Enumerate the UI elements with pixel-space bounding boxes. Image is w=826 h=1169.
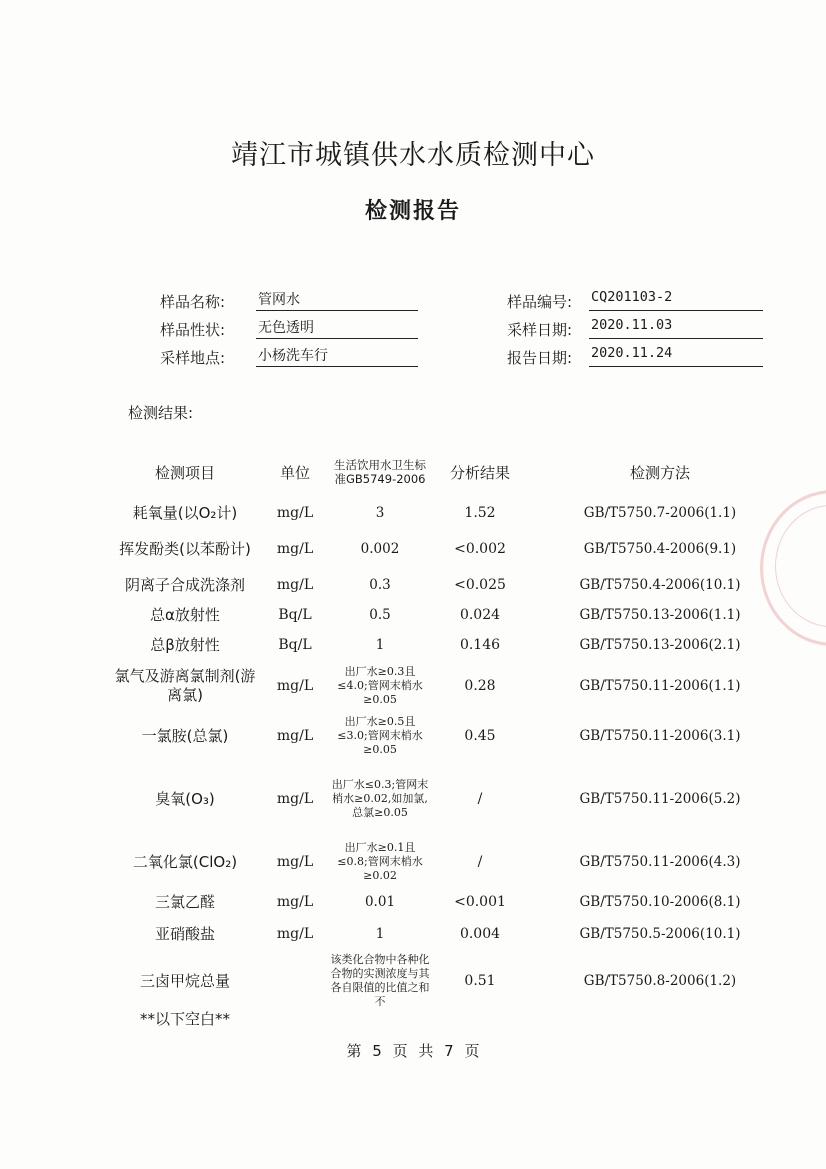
table-header-row xyxy=(110,446,790,498)
sampling-location-label: 采样地点: xyxy=(160,349,226,367)
row-standard: 0.5 xyxy=(369,607,391,623)
sample-id-label: 样品编号: xyxy=(507,293,573,311)
table-row xyxy=(110,760,790,838)
row-standard: 该类化合物中各种化合物的实测浓度与其各自限值的比值之和不 xyxy=(330,953,430,1008)
sample-id-value: CQ201103-2 xyxy=(589,289,763,311)
row-item: 总β放射性 xyxy=(150,635,220,654)
table-row xyxy=(110,712,790,760)
row-method: GB/T5750.11-2006(5.2) xyxy=(579,791,741,807)
sample-name-value: 管网水 xyxy=(256,289,418,311)
row-item: 二氧化氯(ClO₂) xyxy=(132,852,238,871)
row-item: 耗氧量(以O₂计) xyxy=(132,503,238,522)
row-item: 臭氧(O₃) xyxy=(155,789,215,808)
page-number-footer: 第 5 页 共 7 页 xyxy=(346,1042,480,1060)
table-row xyxy=(110,498,790,528)
row-result: / xyxy=(477,791,483,807)
row-standard: 3 xyxy=(375,505,385,521)
row-item: 亚硝酸盐 xyxy=(154,924,215,943)
end-of-content-mark: **以下空白** xyxy=(140,1010,231,1028)
table-row xyxy=(110,660,790,712)
row-result: <0.001 xyxy=(454,894,506,910)
row-result: 0.024 xyxy=(459,607,501,623)
row-unit: mg/L xyxy=(276,505,314,521)
row-item: 挥发酚类(以苯酚计) xyxy=(119,539,251,558)
table-row xyxy=(110,528,790,570)
row-item: 氯气及游离氯制剂(游离氯) xyxy=(114,667,256,704)
header-method: 检测方法 xyxy=(629,463,690,482)
row-standard: 0.01 xyxy=(364,894,396,910)
organization-title: 靖江市城镇供水水质检测中心 xyxy=(231,140,595,171)
sample-property-label: 样品性状: xyxy=(160,321,226,339)
table-row xyxy=(110,838,790,886)
row-standard: 出厂水≥0.5且≤3.0;管网末梢水≥0.05 xyxy=(337,715,423,756)
row-method: GB/T5750.8-2006(1.2) xyxy=(583,973,737,989)
row-method: GB/T5750.11-2006(3.1) xyxy=(579,728,741,744)
sample-name-label: 样品名称: xyxy=(160,293,226,311)
row-item: 一氯胺(总氯) xyxy=(141,726,229,745)
row-result: <0.002 xyxy=(454,541,506,557)
report-title: 检测报告 xyxy=(364,199,461,224)
row-item: 三氯乙醛 xyxy=(154,892,215,911)
row-unit: Bq/L xyxy=(278,607,312,623)
row-unit xyxy=(260,950,330,1012)
row-unit: mg/L xyxy=(276,926,314,942)
row-result: 0.146 xyxy=(459,637,501,653)
header-unit: 单位 xyxy=(279,463,310,482)
results-table xyxy=(110,446,790,1012)
row-result: 0.004 xyxy=(459,926,501,942)
sampling-date-value: 2020.11.03 xyxy=(589,317,763,339)
row-method: GB/T5750.5-2006(10.1) xyxy=(579,926,741,942)
table-row xyxy=(110,600,790,630)
row-standard: 出厂水≥0.3且≤4.0;管网末梢水≥0.05 xyxy=(337,665,423,706)
report-date-label: 报告日期: xyxy=(507,349,573,367)
row-standard: 0.002 xyxy=(360,541,400,557)
row-method: GB/T5750.11-2006(1.1) xyxy=(579,678,741,694)
results-section-label: 检测结果: xyxy=(128,404,194,422)
table-row xyxy=(110,630,790,660)
header-standard: 生活饮用水卫生标准GB5749-2006 xyxy=(334,458,426,486)
row-result: 1.52 xyxy=(464,505,496,521)
report-date-value: 2020.11.24 xyxy=(589,345,763,367)
row-item: 总α放射性 xyxy=(150,605,220,624)
row-result: 0.28 xyxy=(464,678,496,694)
row-unit: mg/L xyxy=(276,678,314,694)
row-unit: mg/L xyxy=(276,541,314,557)
row-standard: 出厂水≤0.3;管网末梢水≥0.02,如加氯,总氯≥0.05 xyxy=(331,778,429,819)
row-method: GB/T5750.7-2006(1.1) xyxy=(583,505,737,521)
table-row xyxy=(110,950,790,1012)
row-unit: Bq/L xyxy=(278,637,312,653)
sampling-location-value: 小杨洗车行 xyxy=(256,345,418,367)
sampling-date-label: 采样日期: xyxy=(507,321,573,339)
table-row xyxy=(110,570,790,600)
row-unit: mg/L xyxy=(276,854,314,870)
table-row xyxy=(110,918,790,950)
row-method: GB/T5750.13-2006(2.1) xyxy=(579,637,741,653)
row-standard: 出厂水≥0.1且≤0.8;管网末梢水≥0.02 xyxy=(337,841,423,882)
row-method: GB/T5750.4-2006(9.1) xyxy=(583,541,737,557)
table-row xyxy=(110,886,790,918)
row-unit: mg/L xyxy=(276,894,314,910)
row-method: GB/T5750.4-2006(10.1) xyxy=(579,577,741,593)
row-standard: 1 xyxy=(375,926,385,942)
row-method: GB/T5750.10-2006(8.1) xyxy=(579,894,741,910)
header-result: 分析结果 xyxy=(449,463,510,482)
row-result: 0.45 xyxy=(464,728,496,744)
row-method: GB/T5750.11-2006(4.3) xyxy=(579,854,741,870)
row-item: 阴离子合成洗涤剂 xyxy=(124,575,245,594)
row-result: 0.51 xyxy=(464,973,496,989)
row-standard: 1 xyxy=(375,637,385,653)
row-standard: 0.3 xyxy=(369,577,391,593)
row-unit: mg/L xyxy=(276,577,314,593)
sample-property-value: 无色透明 xyxy=(256,317,418,339)
header-item: 检测项目 xyxy=(154,463,215,482)
row-result: <0.025 xyxy=(454,577,506,593)
row-method: GB/T5750.13-2006(1.1) xyxy=(579,607,741,623)
row-result: / xyxy=(477,854,483,870)
row-unit: mg/L xyxy=(276,728,314,744)
row-unit: mg/L xyxy=(276,791,314,807)
row-item: 三卤甲烷总量 xyxy=(139,971,230,990)
